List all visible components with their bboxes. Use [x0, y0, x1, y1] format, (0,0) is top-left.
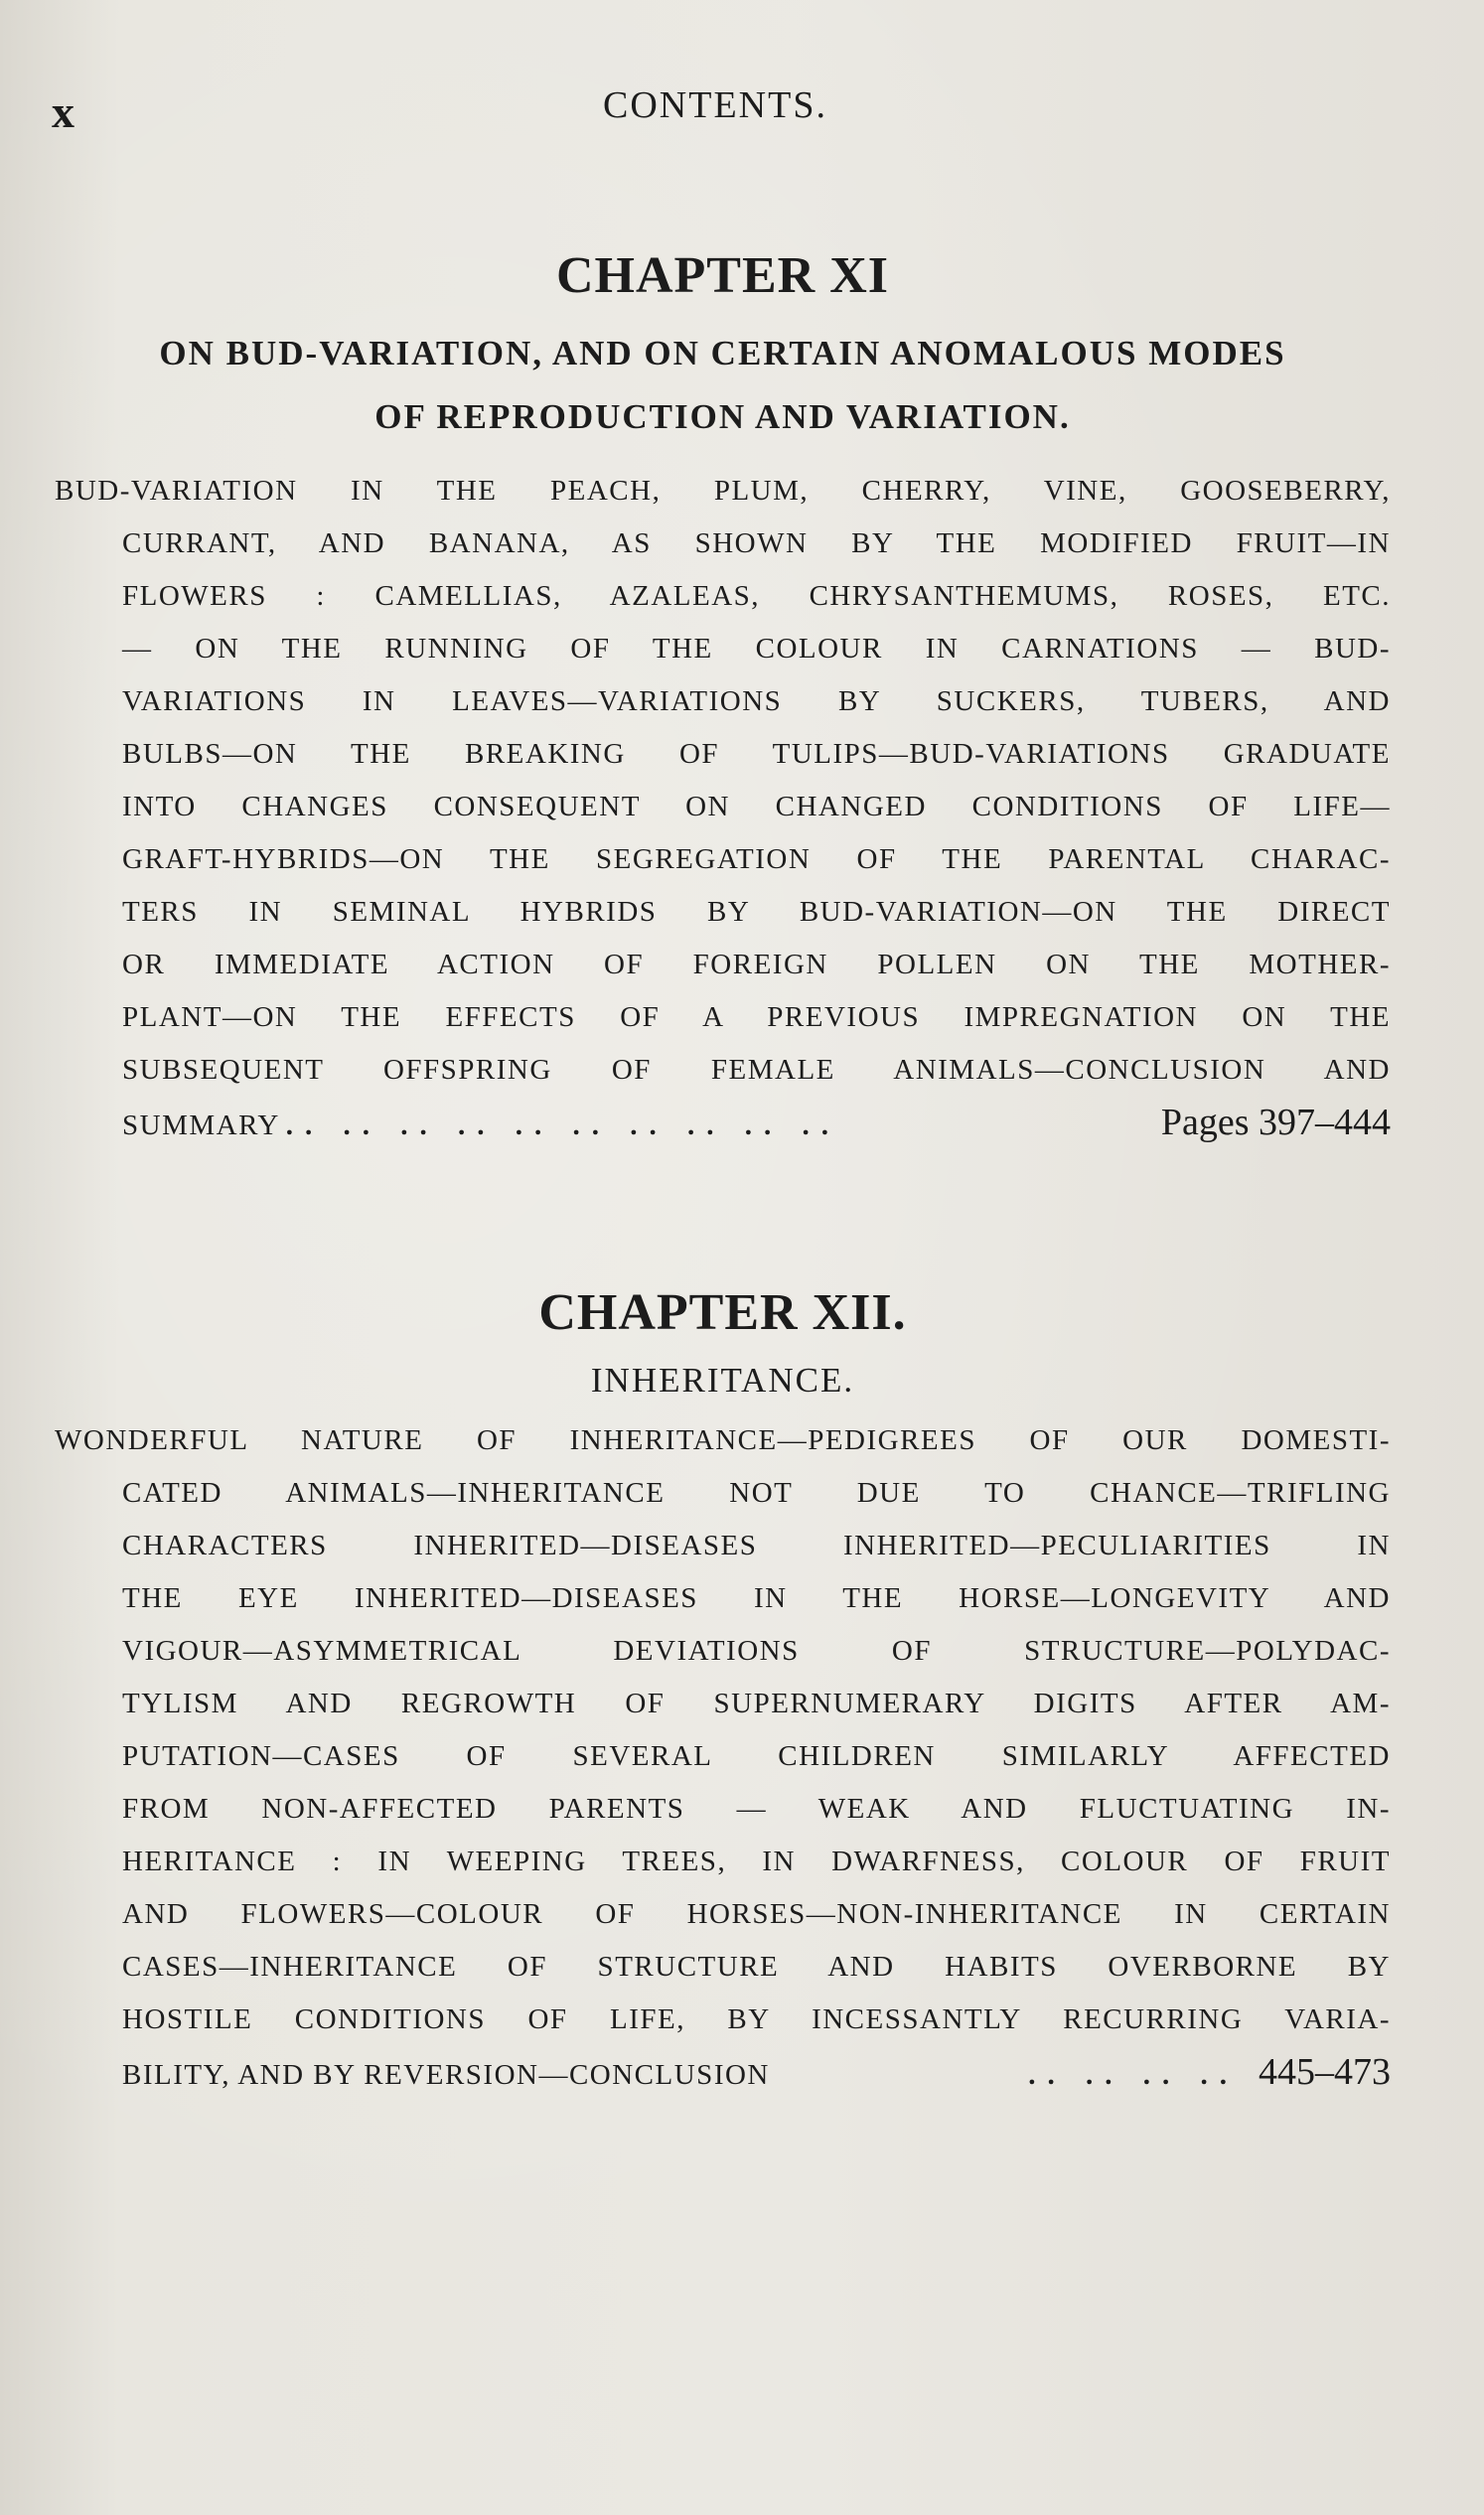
summary-line: CASES—INHERITANCE OF STRUCTURE AND HABITS OVERBORNE BY	[122, 1951, 1391, 1983]
chapter-summary	[55, 1414, 1391, 2102]
chapter-number: CHAPTER XI	[555, 247, 890, 304]
page-number: x	[52, 86, 74, 137]
summary-line: CATED ANIMALS—INHERITANCE NOT DUE TO CHANCE—TRIFLING	[122, 1477, 1391, 1509]
summary-line: TERS IN SEMINAL HYBRIDS BY BUD-VARIATION—ON THE DIRECT	[122, 896, 1391, 928]
summary-line: INTO CHANGES CONSEQUENT ON CHANGED CONDITIONS OF LIFE—	[122, 791, 1391, 822]
summary-final-text: BILITY, AND BY REVERSION—CONCLUSION	[122, 2059, 770, 2091]
chapter-summary	[55, 465, 1391, 1152]
dot-leader: .. .. .. .. .. .. .. .. .. ..	[285, 1110, 841, 1141]
summary-line: VARIATIONS IN LEAVES—VARIATIONS BY SUCKERS, TUBERS, AND	[122, 685, 1391, 717]
summary-line: SUBSEQUENT OFFSPRING OF FEMALE ANIMALS—CONCLUSION AND	[122, 1054, 1391, 1086]
chapter-title	[55, 322, 1391, 449]
running-head	[0, 77, 1484, 137]
summary-line: WONDERFUL NATURE OF INHERITANCE—PEDIGREES OF OUR DOMESTI-	[55, 1424, 1391, 1456]
chapter-number: CHAPTER XII.	[538, 1284, 907, 1341]
summary-line: HOSTILE CONDITIONS OF LIFE, BY INCESSANTLY RECURRING VARIA-	[122, 2003, 1391, 2035]
running-head-title: CONTENTS.	[603, 84, 827, 126]
summary-line: AND FLOWERS—COLOUR OF HORSES—NON-INHERITANCE IN CERTAIN	[122, 1898, 1391, 1930]
summary-line: BUD-VARIATION IN THE PEACH, PLUM, CHERRY, VINE, GOOSEBERRY,	[55, 475, 1391, 507]
summary-line: HERITANCE : IN WEEPING TREES, IN DWARFNESS, COLOUR OF FRUIT	[122, 1846, 1391, 1877]
dot-leader: .. .. .. ..	[1028, 2059, 1239, 2091]
chapter-xii	[55, 1283, 1391, 2102]
chapter-title-line: OF REPRODUCTION AND VARIATION.	[374, 397, 1071, 436]
summary-line: GRAFT-HYBRIDS—ON THE SEGREGATION OF THE PARENTAL CHARAC-	[122, 843, 1391, 875]
summary-line: CURRANT, AND BANANA, AS SHOWN BY THE MODIFIED FRUIT—IN	[122, 527, 1391, 559]
page-range: Pages 397–444	[1160, 1102, 1391, 1143]
summary-final-line	[122, 1097, 1391, 1152]
page-range: 445–473	[1259, 2051, 1391, 2093]
summary-line: VIGOUR—ASYMMETRICAL DEVIATIONS OF STRUCTURE—POLYDAC-	[122, 1635, 1391, 1667]
summary-line: — ON THE RUNNING OF THE COLOUR IN CARNATIONS — BUD-	[122, 633, 1391, 665]
summary-line: FLOWERS : CAMELLIAS, AZALEAS, CHRYSANTHEMUMS, ROSES, ETC.	[122, 580, 1391, 612]
chapter-title-line: INHERITANCE.	[590, 1361, 855, 1400]
chapter-xi	[55, 246, 1391, 1152]
summary-final-line	[122, 2046, 1391, 2102]
summary-line: PLANT—ON THE EFFECTS OF A PREVIOUS IMPREGNATION ON THE	[122, 1001, 1391, 1033]
summary-line: PUTATION—CASES OF SEVERAL CHILDREN SIMILARLY AFFECTED	[122, 1740, 1391, 1772]
chapter-title-line: ON BUD-VARIATION, AND ON CERTAIN ANOMALOUS MODES	[159, 334, 1286, 372]
summary-line: TYLISM AND REGROWTH OF SUPERNUMERARY DIGITS AFTER AM-	[122, 1688, 1391, 1719]
summary-line: FROM NON-AFFECTED PARENTS — WEAK AND FLUCTUATING IN-	[122, 1793, 1391, 1825]
summary-line: THE EYE INHERITED—DISEASES IN THE HORSE—LONGEVITY AND	[122, 1582, 1391, 1614]
chapter-title	[55, 1349, 1391, 1412]
summary-line: OR IMMEDIATE ACTION OF FOREIGN POLLEN ON THE MOTHER-	[122, 949, 1391, 980]
summary-final-text: SUMMARY	[122, 1110, 280, 1141]
summary-line: BULBS—ON THE BREAKING OF TULIPS—BUD-VARIATIONS GRADUATE	[122, 738, 1391, 770]
summary-line: CHARACTERS INHERITED—DISEASES INHERITED—PECULIARITIES IN	[122, 1530, 1391, 1561]
